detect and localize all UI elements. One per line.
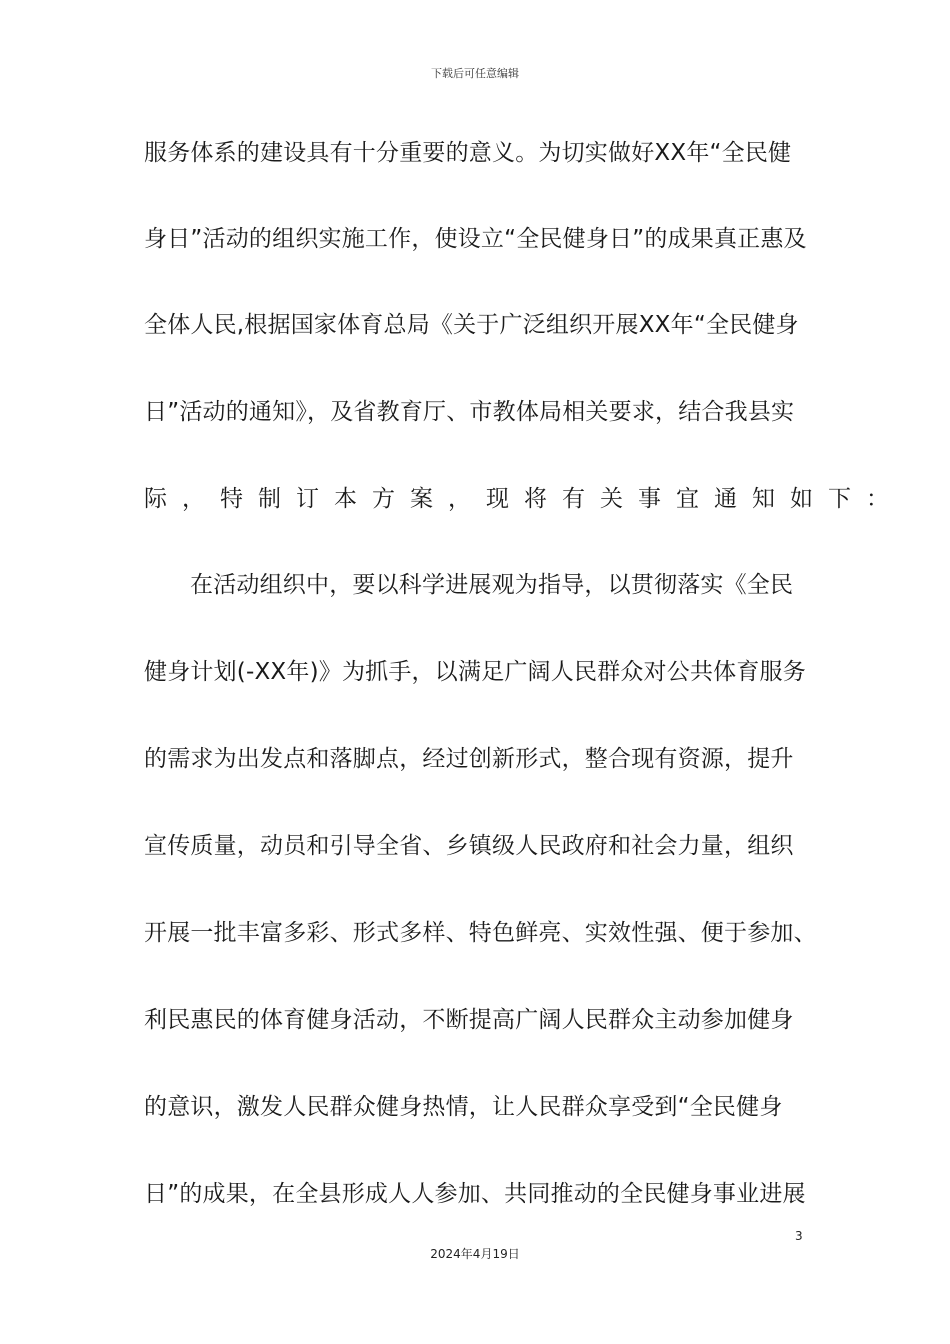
body-line-1: 服务体系的建设具有十分重要的意义。为切实做好XX年“全民健 bbox=[144, 140, 792, 166]
body-line-12: 的意识，激发人民群众健身热情，让人民群众享受到“全民健身 bbox=[144, 1094, 783, 1120]
page-header: 下载后可任意编辑 bbox=[431, 67, 519, 80]
body-line-6: 在活动组织中，要以科学进展观为指导，以贯彻落实《全民 bbox=[190, 572, 794, 598]
body-line-5: 际，特制订本方案，现将有关事宜通知如下： bbox=[144, 486, 904, 512]
body-line-7: 健身计划(-XX年)》为抓手，以满足广阔人民群众对公共体育服务 bbox=[144, 659, 806, 685]
body-line-11: 利民惠民的体育健身活动，不断提高广阔人民群众主动参加健身 bbox=[144, 1007, 794, 1033]
page-footer-date: 2024年4月19日 bbox=[430, 1247, 520, 1261]
body-line-10: 开展一批丰富多彩、形式多样、特色鲜亮、实效性强、便于参加、 bbox=[144, 920, 817, 946]
body-line-8: 的需求为出发点和落脚点，经过创新形式，整合现有资源，提升 bbox=[144, 746, 794, 772]
page-number: 3 bbox=[795, 1229, 803, 1243]
body-line-3: 全体人民,根据国家体育总局《关于广泛组织开展XX年“全民健身 bbox=[144, 312, 799, 338]
body-line-13: 日”的成果，在全县形成人人参加、共同推动的全民健身事业进展 bbox=[144, 1181, 806, 1207]
body-line-9: 宣传质量，动员和引导全省、乡镇级人民政府和社会力量，组织 bbox=[144, 833, 794, 859]
body-line-2: 身日”活动的组织实施工作，使设立“全民健身日”的成果真正惠及 bbox=[144, 226, 807, 252]
body-line-4: 日”活动的通知》，及省教育厅、市教体局相关要求，结合我县实 bbox=[144, 399, 795, 425]
